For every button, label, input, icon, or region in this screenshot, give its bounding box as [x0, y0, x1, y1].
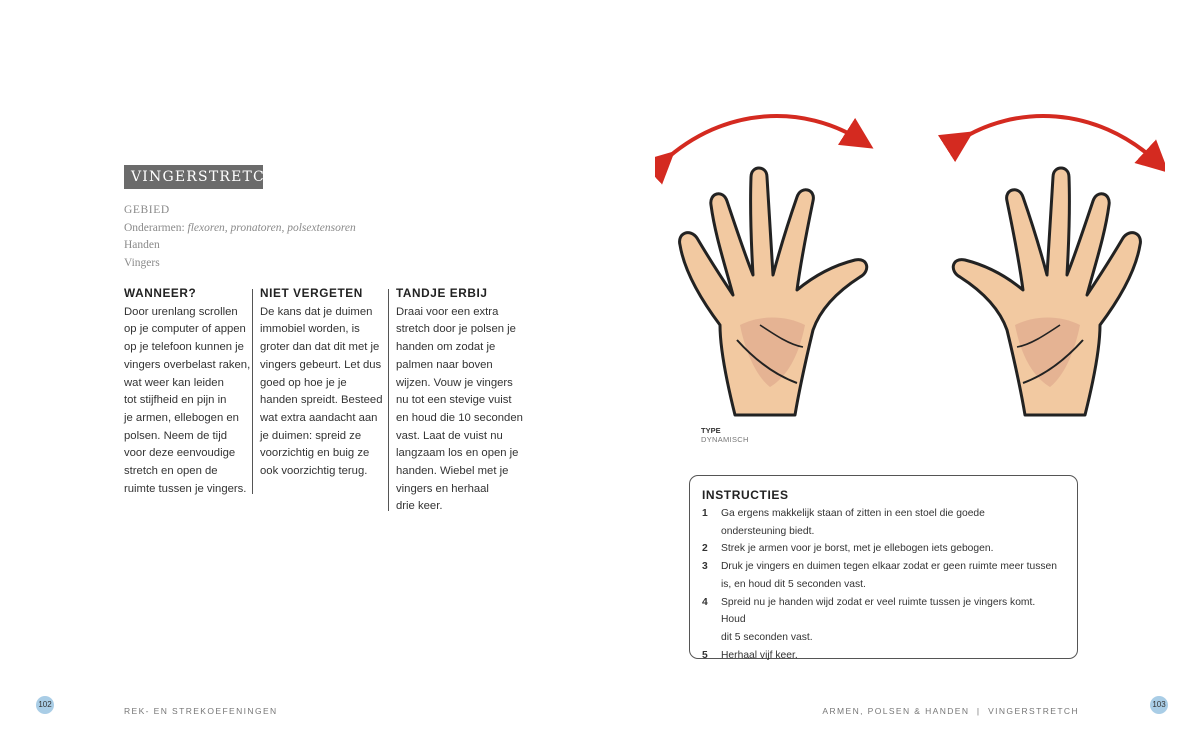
text-line: Door urenlang scrollen: [124, 305, 238, 318]
column-divider: [388, 289, 389, 511]
area-line: Vingers: [124, 256, 160, 269]
right-hand-icon: [953, 168, 1140, 415]
instructions-box: [689, 475, 1078, 659]
exercise-type: [701, 426, 749, 444]
step-text: is, en houd dit 5 seconden vast.: [721, 578, 866, 590]
step-text: Spreid nu je handen wijd zodat er veel ruimte tussen je vingers komt. Houd: [721, 596, 1036, 626]
text-line: handen spreidt. Besteed: [260, 394, 383, 407]
text-line: wijzen. Vouw je vingers: [396, 376, 513, 389]
motion-arrow: [960, 116, 1157, 162]
text-line: en houd die 10 seconden: [396, 411, 523, 424]
text-line: op je telefoon kunnen je: [124, 341, 244, 354]
text-line: palmen naar boven: [396, 358, 493, 371]
right-page-number: 103: [1150, 696, 1168, 714]
text-line: immobiel worden, is: [260, 323, 360, 336]
text-line: goed op hoe je je: [260, 376, 347, 389]
left-hand-icon: [680, 168, 867, 415]
column-body: [124, 304, 251, 499]
instruction-step: [702, 505, 1062, 540]
text-line: voor deze eenvoudige: [124, 447, 236, 460]
text-line: nu tot een stevige vuist: [396, 394, 512, 407]
step-text: dit 5 seconden vast.: [721, 631, 813, 643]
step-text: Ga ergens makkelijk staan of zitten in een stoel die goede: [721, 508, 985, 519]
instruction-step: [702, 594, 1062, 647]
instruction-step: [702, 540, 1062, 558]
instruction-step: [702, 647, 1062, 665]
text-line: handen om zodat je: [396, 341, 496, 354]
area-heading: GEBIED: [124, 204, 170, 216]
text-line: groter dan dat dit met je: [260, 341, 380, 354]
step-number: 4: [702, 596, 708, 608]
step-text: ondersteuning biedt.: [721, 525, 815, 537]
area-line: Onderarmen: flexoren, pronatoren, polsextensoren: [124, 221, 356, 234]
exercise-title: VINGERSTRETCH: [124, 165, 263, 189]
text-line: De kans dat je duimen: [260, 305, 373, 318]
column-body: [260, 304, 384, 481]
motion-arrow: [663, 116, 860, 162]
instruction-step: [702, 558, 1062, 593]
step-text: Herhaal vijf keer.: [721, 649, 798, 661]
text-line: op je computer of appen: [124, 323, 246, 336]
text-line: je armen, ellebogen en: [124, 411, 239, 424]
text-line: langzaam los en open je: [396, 447, 519, 460]
column-heading: TANDJE ERBIJ: [396, 286, 488, 300]
left-running-footer: REK- EN STREKOEFENINGEN: [124, 706, 278, 716]
area-line: Handen: [124, 239, 160, 252]
text-line: ruimte tussen je vingers.: [124, 482, 247, 495]
column-heading: NIET VERGETEN: [260, 286, 363, 300]
text-line: wat extra aandacht aan: [260, 411, 378, 424]
column-when: [124, 285, 251, 498]
text-line: vast. Laat de vuist nu: [396, 429, 503, 442]
text-line: je duimen: spreid ze: [260, 429, 362, 442]
text-line: handen. Wiebel met je: [396, 465, 509, 478]
right-running-footer: ARMEN, POLSEN & HANDEN | VINGERSTRETCH: [822, 706, 1079, 716]
type-value: DYNAMISCH: [701, 435, 749, 444]
step-text: Druk je vingers en duimen tegen elkaar zodat er geen ruimte meer tussen: [721, 561, 1057, 573]
column-extra: [396, 285, 523, 516]
step-number: 3: [702, 561, 708, 573]
text-line: ook voorzichtig terug.: [260, 465, 368, 478]
instructions-list: [702, 505, 1062, 664]
step-text: Strek je armen voor je borst, met je ellebogen iets gebogen.: [721, 543, 994, 555]
text-line: drie keer.: [396, 500, 443, 513]
text-line: Draai voor een extra: [396, 305, 499, 318]
type-label: TYPE: [701, 426, 721, 435]
left-page-number: 102: [36, 696, 54, 714]
step-number: 1: [702, 508, 708, 519]
step-number: 2: [702, 543, 708, 555]
text-line: voorzichtig en buig ze: [260, 447, 370, 460]
column-dont-forget: [260, 285, 384, 481]
text-line: vingers en herhaal: [396, 482, 489, 495]
text-line: stretch en open de: [124, 465, 218, 478]
text-line: vingers overbelast raken,: [124, 358, 251, 371]
text-line: tot stijfheid en pijn in: [124, 394, 227, 407]
text-line: polsen. Neem de tijd: [124, 429, 227, 442]
column-divider: [252, 289, 253, 494]
text-line: wat weer kan leiden: [124, 376, 224, 389]
hands-illustration: [655, 110, 1165, 430]
step-number: 5: [702, 649, 708, 661]
column-body: [396, 304, 523, 516]
target-area: [124, 202, 356, 272]
instructions-title: INSTRUCTIES: [702, 488, 789, 502]
column-heading: WANNEER?: [124, 286, 197, 300]
text-line: stretch door je polsen je: [396, 323, 516, 336]
text-line: vingers gebeurt. Let dus: [260, 358, 382, 371]
